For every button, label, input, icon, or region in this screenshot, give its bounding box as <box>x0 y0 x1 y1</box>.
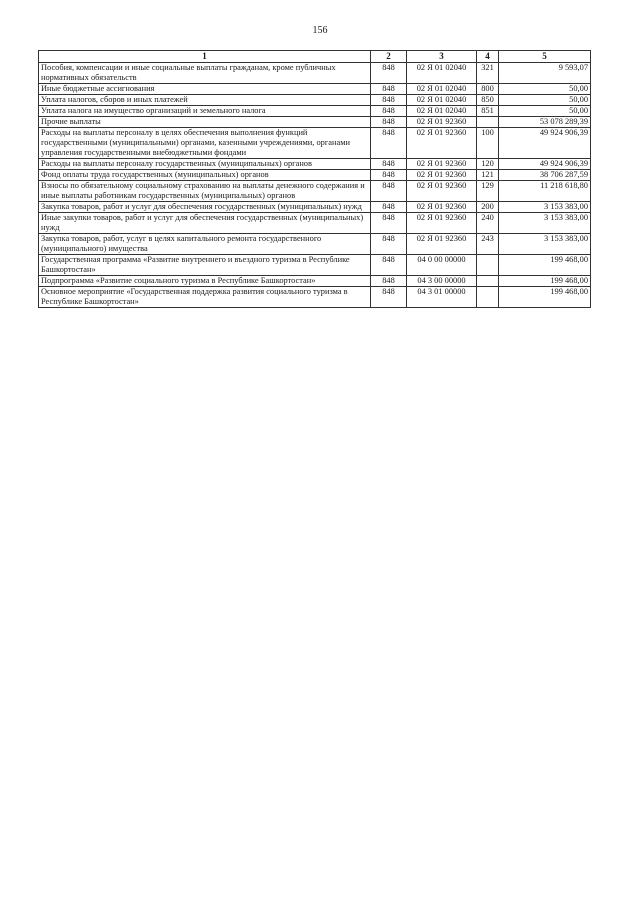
cell-expense-type: 851 <box>477 106 499 117</box>
cell-name: Расходы на выплаты персоналу в целях обеспечения выполнения функций государственными (муниципальными) органами, казенными учреждениями, органами управления государственными внебюджетными фондами <box>39 128 371 159</box>
cell-admin-code: 848 <box>371 234 407 255</box>
table-row <box>39 255 591 276</box>
table-row <box>39 117 591 128</box>
table-row <box>39 287 591 308</box>
cell-amount: 9 593,07 <box>499 63 591 84</box>
cell-amount: 199 468,00 <box>499 287 591 308</box>
cell-amount: 38 706 287,59 <box>499 170 591 181</box>
cell-name: Прочие выплаты <box>39 117 371 128</box>
table-body <box>39 63 591 308</box>
header-col-1: 1 <box>39 51 371 63</box>
cell-name: Уплата налогов, сборов и иных платежей <box>39 95 371 106</box>
cell-admin-code: 848 <box>371 202 407 213</box>
cell-target-article: 02 Я 01 02040 <box>407 106 477 117</box>
cell-admin-code: 848 <box>371 213 407 234</box>
cell-target-article: 02 Я 01 92360 <box>407 213 477 234</box>
cell-name: Государственная программа «Развитие внутреннего и въездного туризма в Республике Башкортостан» <box>39 255 371 276</box>
cell-name: Пособия, компенсации и иные социальные выплаты гражданам, кроме публичных нормативных обязательств <box>39 63 371 84</box>
cell-expense-type: 100 <box>477 128 499 159</box>
cell-admin-code: 848 <box>371 128 407 159</box>
cell-amount: 11 218 618,80 <box>499 181 591 202</box>
table-row <box>39 159 591 170</box>
cell-amount: 53 078 289,39 <box>499 117 591 128</box>
header-col-4: 4 <box>477 51 499 63</box>
cell-amount: 3 153 383,00 <box>499 202 591 213</box>
cell-expense-type <box>477 117 499 128</box>
table-row <box>39 213 591 234</box>
cell-admin-code: 848 <box>371 170 407 181</box>
cell-name: Расходы на выплаты персоналу государственных (муниципальных) органов <box>39 159 371 170</box>
cell-name: Фонд оплаты труда государственных (муниципальных) органов <box>39 170 371 181</box>
table-row <box>39 128 591 159</box>
cell-target-article: 02 Я 01 92360 <box>407 159 477 170</box>
cell-target-article: 02 Я 01 92360 <box>407 202 477 213</box>
cell-name: Подпрограмма «Развитие социального туризма в Республике Башкортостан» <box>39 276 371 287</box>
budget-table <box>38 50 591 308</box>
table-row <box>39 202 591 213</box>
cell-target-article: 02 Я 01 92360 <box>407 117 477 128</box>
table-row <box>39 181 591 202</box>
cell-expense-type <box>477 276 499 287</box>
cell-expense-type: 121 <box>477 170 499 181</box>
cell-target-article: 02 Я 01 02040 <box>407 84 477 95</box>
cell-amount: 3 153 383,00 <box>499 234 591 255</box>
cell-name: Закупка товаров, работ, услуг в целях капитального ремонта государственного (муниципального) имущества <box>39 234 371 255</box>
header-col-3: 3 <box>407 51 477 63</box>
cell-name: Иные бюджетные ассигнования <box>39 84 371 95</box>
cell-target-article: 02 Я 01 92360 <box>407 181 477 202</box>
cell-target-article: 04 3 01 00000 <box>407 287 477 308</box>
cell-amount: 49 924 906,39 <box>499 128 591 159</box>
cell-amount: 49 924 906,39 <box>499 159 591 170</box>
cell-expense-type: 200 <box>477 202 499 213</box>
cell-target-article: 04 3 00 00000 <box>407 276 477 287</box>
cell-amount: 50,00 <box>499 95 591 106</box>
cell-target-article: 02 Я 01 02040 <box>407 63 477 84</box>
cell-amount: 199 468,00 <box>499 255 591 276</box>
cell-target-article: 02 Я 01 02040 <box>407 95 477 106</box>
cell-expense-type: 243 <box>477 234 499 255</box>
header-row <box>39 51 591 63</box>
cell-target-article: 02 Я 01 92360 <box>407 128 477 159</box>
table-row <box>39 234 591 255</box>
cell-amount: 50,00 <box>499 84 591 95</box>
table-header <box>39 51 591 63</box>
cell-expense-type: 129 <box>477 181 499 202</box>
cell-admin-code: 848 <box>371 106 407 117</box>
cell-admin-code: 848 <box>371 63 407 84</box>
cell-name: Иные закупки товаров, работ и услуг для обеспечения государственных (муниципальных) нужд <box>39 213 371 234</box>
cell-expense-type: 240 <box>477 213 499 234</box>
table-row <box>39 95 591 106</box>
cell-admin-code: 848 <box>371 159 407 170</box>
cell-expense-type: 850 <box>477 95 499 106</box>
table-row <box>39 106 591 117</box>
table-row <box>39 170 591 181</box>
table-row <box>39 276 591 287</box>
cell-amount: 50,00 <box>499 106 591 117</box>
cell-target-article: 04 0 00 00000 <box>407 255 477 276</box>
page-number: 156 <box>312 25 328 36</box>
cell-admin-code: 848 <box>371 287 407 308</box>
cell-admin-code: 848 <box>371 95 407 106</box>
header-col-5: 5 <box>499 51 591 63</box>
cell-admin-code: 848 <box>371 181 407 202</box>
cell-name: Основное мероприятие «Государственная поддержка развития социального туризма в Республике Башкортостан» <box>39 287 371 308</box>
cell-name: Уплата налога на имущество организаций и земельного налога <box>39 106 371 117</box>
table-row <box>39 84 591 95</box>
cell-name: Взносы по обязательному социальному страхованию на выплаты денежного содержания и иные выплаты работникам государственных (муниципальных) органов <box>39 181 371 202</box>
cell-amount: 199 468,00 <box>499 276 591 287</box>
cell-expense-type: 800 <box>477 84 499 95</box>
cell-expense-type <box>477 287 499 308</box>
cell-admin-code: 848 <box>371 255 407 276</box>
cell-admin-code: 848 <box>371 84 407 95</box>
cell-name: Закупка товаров, работ и услуг для обеспечения государственных (муниципальных) нужд <box>39 202 371 213</box>
cell-target-article: 02 Я 01 92360 <box>407 234 477 255</box>
cell-amount: 3 153 383,00 <box>499 213 591 234</box>
cell-admin-code: 848 <box>371 117 407 128</box>
cell-admin-code: 848 <box>371 276 407 287</box>
table-row <box>39 63 591 84</box>
cell-expense-type: 120 <box>477 159 499 170</box>
cell-target-article: 02 Я 01 92360 <box>407 170 477 181</box>
header-col-2: 2 <box>371 51 407 63</box>
cell-expense-type: 321 <box>477 63 499 84</box>
cell-expense-type <box>477 255 499 276</box>
